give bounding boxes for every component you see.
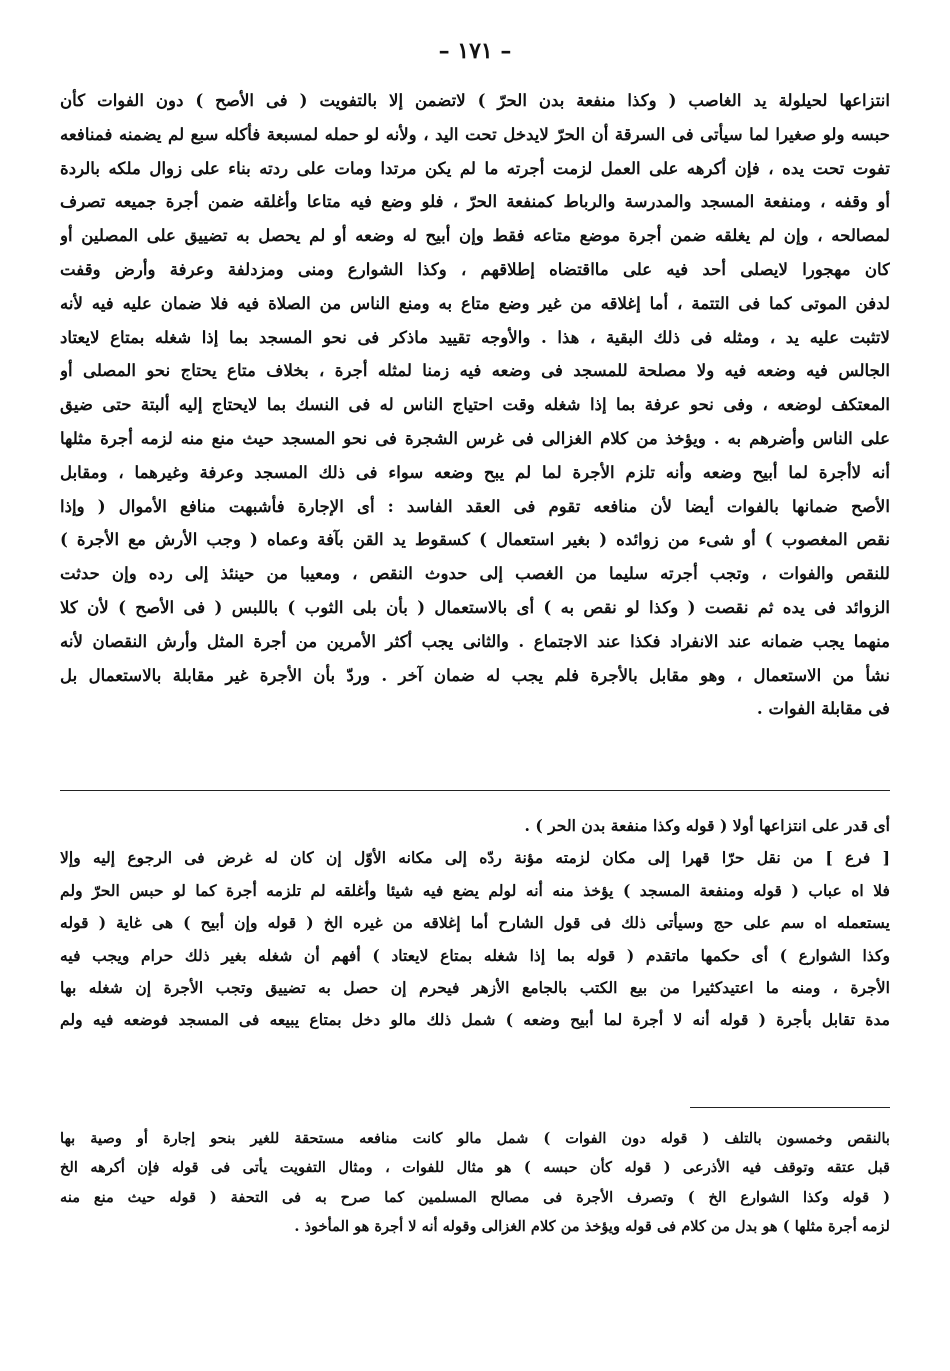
main-text-line: أو وقفه ، ومنفعة المسجد والمدرسة والرباط كمنفعة الحرّ ، فلو وضع فيه متاعا وأغلقه ضمن أجرة جميعه تصرف — [60, 191, 890, 212]
commentary-line: فلا اه عباب ( قوله ومنفعة المسجد ) يؤخذ منه أنه لولم يضع فيه شيئا وأغلقه لم تلزمه أجرة كما لو حبس الحرّ ولم — [60, 880, 890, 900]
commentary-line: مدة تقابل بأجرة ( قوله أنه لا أجرة لما أبيح وضعه ) شمل ذلك مالو دخل بمتاع يبيعه فى المسجد فوضعه فيه ولم — [60, 1010, 890, 1030]
commentary-line: وكذا الشوارع ) أى حكمها ماتقدم ( قوله بما إذا شغله بمتاع لايعتاد ) أفهم أن شغله بغير ذلك حرام ويجب فيه — [60, 945, 890, 965]
main-text-line: فى مقابلة الفوات . — [756, 698, 890, 719]
main-text-line: حبسه ولو صغيرا لما سيأتى فى السرقة أن الحرّ لايدخل تحت اليد ، ولأنه لو حمله لمسبعة فأكله سبع لم يضمنه فمنافعه — [60, 123, 890, 144]
main-text-line: انتزاعها لحيلولة يد الغاصب ( وكذا منفعة بدن الحرّ ) لاتضمن إلا بالتفويت ( فى الأصح ) دون الفوات كأن — [60, 90, 890, 110]
main-text-line: أنه لاأجرة لما أبيح وضعه وأنه تلزم الأجرة لما لم يبح وضعه سواء فى ذلك المسجد وعرفة وغيرهما ، ومقابل — [60, 461, 890, 482]
main-text-line: لمصالحه ، وإن لم يغلقه ضمن أجرة موضع متاعه فقط وإن أبيح له وضعه أو لم يحصل به تضييق على المصلين أو — [60, 225, 890, 246]
footnote-divider — [690, 1107, 890, 1108]
commentary-line: الأجرة ، ومنه ما اعتيدكثيرا من بيع الكتب بالجامع الأزهر فيحرم إن حصل به تضييق وتجب الأجرة إن شغله بها — [60, 977, 890, 997]
main-text-line: نقص المغصوب ) أو شىء من زوائده ( بغير استعمال ) كسقوط يد القن بآفة وعماه ( وجب الأرش مع الأجرة ) — [60, 529, 890, 550]
main-text-line: لاتثبت عليه يد ، ومثله فى ذلك البقية ، هذا . والأوجه تقييد ماذكر فى نحو المسجد بما إذا شغله بمتاع لايعتاد — [60, 326, 890, 347]
main-text-line: نشأ من الاستعمال ، وهو مقابل بالأجرة فلم يجب له ضمان آخر . وردّ بأن الأجرة غير مقابلة بالاستعمال بل — [60, 664, 890, 685]
main-text-line: منهما يجب ضمانه عند الانفراد فكذا عند الاجتماع . والثانى يجب أكثر الأمرين من أجرة المثل وأرش النقصان لأنه — [60, 630, 890, 651]
main-text — [60, 84, 890, 726]
main-text-line: تفوت تحت يده ، فإن أكرهه على العمل لزمت أجرته ما لم يكن مرتدا ومات على ردته بناء على زوال ملكه بالردة — [60, 157, 890, 178]
main-text-line: للنقص والفوات ، وتجب أجرته سليما من الغصب إلى حدوث النقص ، ومعيبا من حينئذ إلى رده وإن حدثت — [60, 563, 890, 584]
main-text-line: المعتكف لوضعه ، وفى نحو عرفة بما إذا شغله وقت احتياج الناس له فى النسك بما لايحتاج إليه ألبتة حتى ضيق — [60, 394, 890, 415]
main-text-line: على الناس وأضرهم به . ويؤخذ من كلام الغزالى فى غرس الشجرة فى نحو المسجد حيث منع منه لزمه أجرة مثلها — [60, 427, 890, 448]
footnote-line: قبل عتقه وتوقف فيه الأذرعى ( قوله كأن حبسه ) هو مثال للفوات ، ومثال التفويت يأتى فى قوله فإن أكرهه الخ — [60, 1159, 890, 1177]
main-text-line: كان مهجورا لايصلى أحد فيه على مااقتضاه إطلاقهم ، وكذا الشوارع ومنى ومزدلفة وعرفة وأرض وقفت — [60, 258, 890, 279]
footnote-line: بالنقص وخمسون بالتلف ( قوله دون الفوات ) شمل مالو كانت منافعه مستحقة للغير بنحو إجارة أو وصية بها — [60, 1130, 890, 1147]
main-text-line: لدفن الموتى كما فى التتمة ، أما إغلاقه من غير وضع متاع به ومنع الناس من الصلاة فيه فلا ضمان عليه فيه لأنه — [60, 292, 890, 313]
footnote-text — [60, 1124, 890, 1241]
commentary-text — [60, 810, 890, 1037]
page-number: – ١٧١ – — [438, 38, 512, 64]
section-divider — [60, 790, 890, 791]
main-text-line: الأصح ضمانها بالفوات أيضا لأن منافعه تقوم فى العقد الفاسد : أى الإجارة فأشبهت منافع الأموال ( وإذا — [60, 495, 890, 516]
commentary-line: يستعمله اه سم على حج وسيأتى ذلك فى قول الشارح أما إغلاقه من غيره الخ ( قوله وإن أبيح ) هى غاية ( قوله — [60, 913, 890, 933]
main-text-line: الزوائد فى يده ثم نقصت ( وكذا لو نقص به ) أى بالاستعمال ( بأن بلى الثوب ) باللبس ( فى الأصح ) لأن كلا — [60, 596, 890, 617]
commentary-line: أى قدر على انتزاعها أولا ( قوله وكذا منفعة بدن الحر ) . — [524, 816, 890, 835]
footnote-line: ( قوله وكذا الشوارع الخ ) وتصرف الأجرة فى مصالح المسلمين كما صرح به فى التحفة ( قوله حيث منع منه — [60, 1188, 890, 1206]
footnote-line: لزمه أجرة مثلها ) هو بدل من كلام فى قوله ويؤخذ من كلام الغزالى وقوله أنه لا أجرة هو المأخوذ . — [294, 1217, 890, 1235]
main-text-line: الجالس فيه وضعه فيه ولا مصلحة للمسجد فى وضعه فيه زمنا لمثله أجرة ، بخلاف متاع يحتاج نحو المصلى أو — [60, 360, 890, 381]
commentary-line: [ فرع ] من نقل حرّا قهرا إلى مكان لزمته مؤنة ردّه إلى مكانه الأوّل إن كان له غرض فى الرجوع إليه وإلا — [60, 848, 890, 868]
